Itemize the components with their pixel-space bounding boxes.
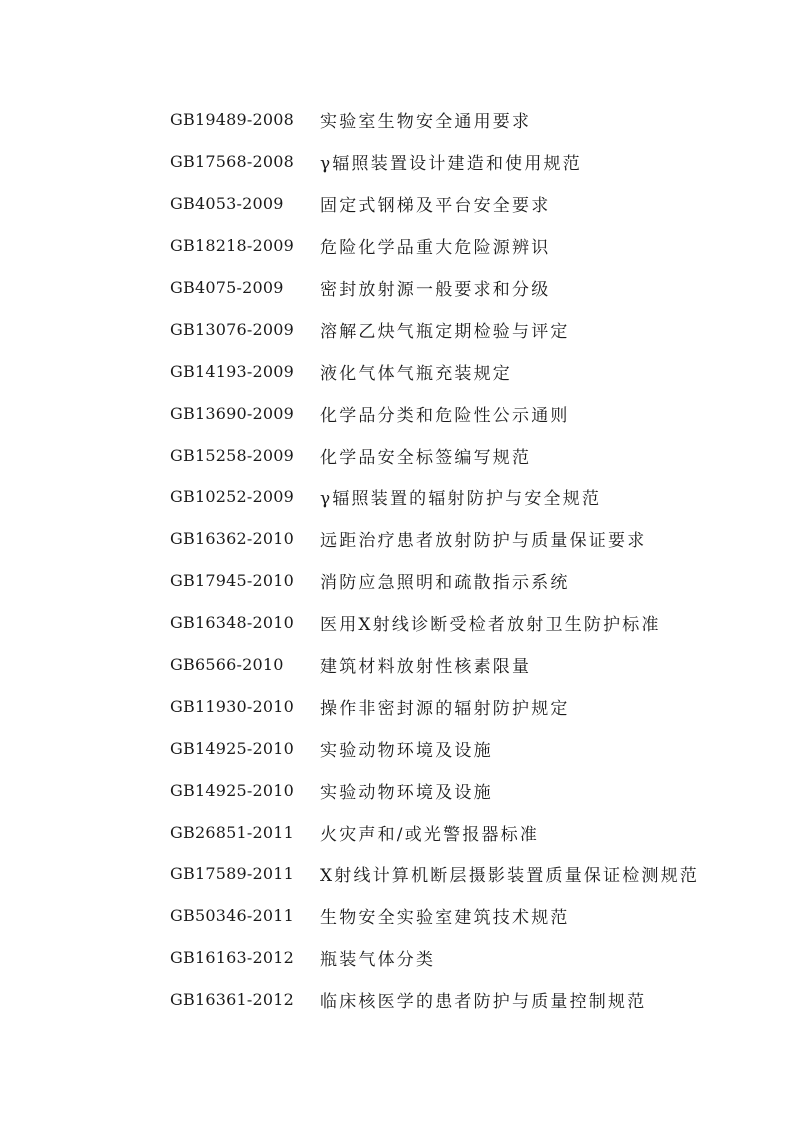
standard-code: GB4053-2009: [170, 194, 284, 214]
standard-title: 实验动物环境及设施: [320, 782, 493, 803]
standard-row: [170, 183, 770, 225]
standard-row: [170, 853, 770, 895]
standard-code: GB26851-2011: [170, 822, 294, 842]
standard-row: [170, 727, 770, 769]
standard-code: GB13690-2009: [170, 403, 294, 423]
standard-code: GB4075-2009: [170, 278, 284, 297]
standard-code: GB14193-2009: [170, 361, 294, 381]
standard-title: 建筑材料放射性核素限量: [320, 657, 532, 678]
standard-code: GB15258-2009: [170, 445, 294, 465]
standard-title: 溶解乙炔气瓶定期检验与评定: [320, 321, 570, 342]
standard-title: 远距治疗患者放射防护与质量保证要求: [320, 531, 647, 552]
standard-row: [170, 476, 770, 518]
standard-code: GB17945-2010: [170, 571, 294, 591]
standard-row: [170, 99, 770, 141]
standard-code: GB16163-2012: [170, 948, 294, 968]
standard-row: [170, 811, 770, 853]
standard-title: γ辐照装置的辐射防护与安全规范: [320, 489, 602, 510]
standard-title: 生物安全实验室建筑技术规范: [320, 908, 570, 929]
standard-row: [170, 308, 770, 350]
standard-code: GB13076-2009: [170, 319, 294, 339]
standard-code: GB14925-2010: [170, 780, 294, 800]
standard-row: [170, 392, 770, 434]
standard-title: 液化气体气瓶充装规定: [320, 363, 512, 384]
standard-code: GB6566-2010: [170, 655, 284, 675]
standard-title: 化学品安全标签编写规范: [320, 447, 532, 468]
standard-row: [170, 518, 770, 560]
standard-row: [170, 685, 770, 727]
standard-row: [170, 937, 770, 979]
standard-code: GB17589-2011: [170, 864, 294, 884]
standard-row: [170, 560, 770, 602]
standard-code: GB14925-2010: [170, 738, 294, 758]
standard-title: γ辐照装置设计建造和使用规范: [320, 154, 582, 175]
standard-row: [170, 644, 770, 686]
standard-title: 消防应急照明和疏散指示系统: [320, 573, 570, 594]
standard-code: GB11930-2010: [170, 696, 294, 716]
standard-title: 瓶装气体分类: [320, 950, 436, 971]
standard-code: GB10252-2009: [170, 487, 294, 507]
standard-row: [170, 225, 770, 267]
standard-row: [170, 895, 770, 937]
standard-code: GB16348-2010: [170, 613, 294, 633]
standard-title: 密封放射源一般要求和分级: [320, 280, 551, 300]
standard-row: [170, 350, 770, 392]
standards-list: [170, 99, 770, 1021]
standard-title: 实验室生物安全通用要求: [320, 112, 532, 133]
standard-row: [170, 769, 770, 811]
standard-code: GB19489-2008: [170, 110, 294, 130]
standard-row: [170, 267, 770, 309]
standard-code: GB16361-2012: [170, 990, 294, 1010]
standard-title: 固定式钢梯及平台安全要求: [320, 196, 551, 217]
standard-title: X射线计算机断层摄影装置质量保证检测规范: [320, 866, 700, 887]
standard-code: GB50346-2011: [170, 906, 294, 926]
standard-row: [170, 602, 770, 644]
standard-title: 医用X射线诊断受检者放射卫生防护标准: [320, 615, 661, 636]
standard-code: GB16362-2010: [170, 529, 294, 549]
standard-row: [170, 434, 770, 476]
standard-code: GB17568-2008: [170, 152, 294, 172]
standard-title: 实验动物环境及设施: [320, 740, 493, 761]
standard-row: [170, 979, 770, 1021]
standard-title: 化学品分类和危险性公示通则: [320, 405, 570, 426]
standard-code: GB18218-2009: [170, 236, 294, 256]
standard-title: 操作非密封源的辐射防护规定: [320, 698, 570, 719]
standard-title: 临床核医学的患者防护与质量控制规范: [320, 992, 647, 1013]
standard-row: [170, 141, 770, 183]
standard-title: 火灾声和/或光警报器标准: [320, 824, 540, 845]
standard-title: 危险化学品重大危险源辨识: [320, 238, 551, 259]
